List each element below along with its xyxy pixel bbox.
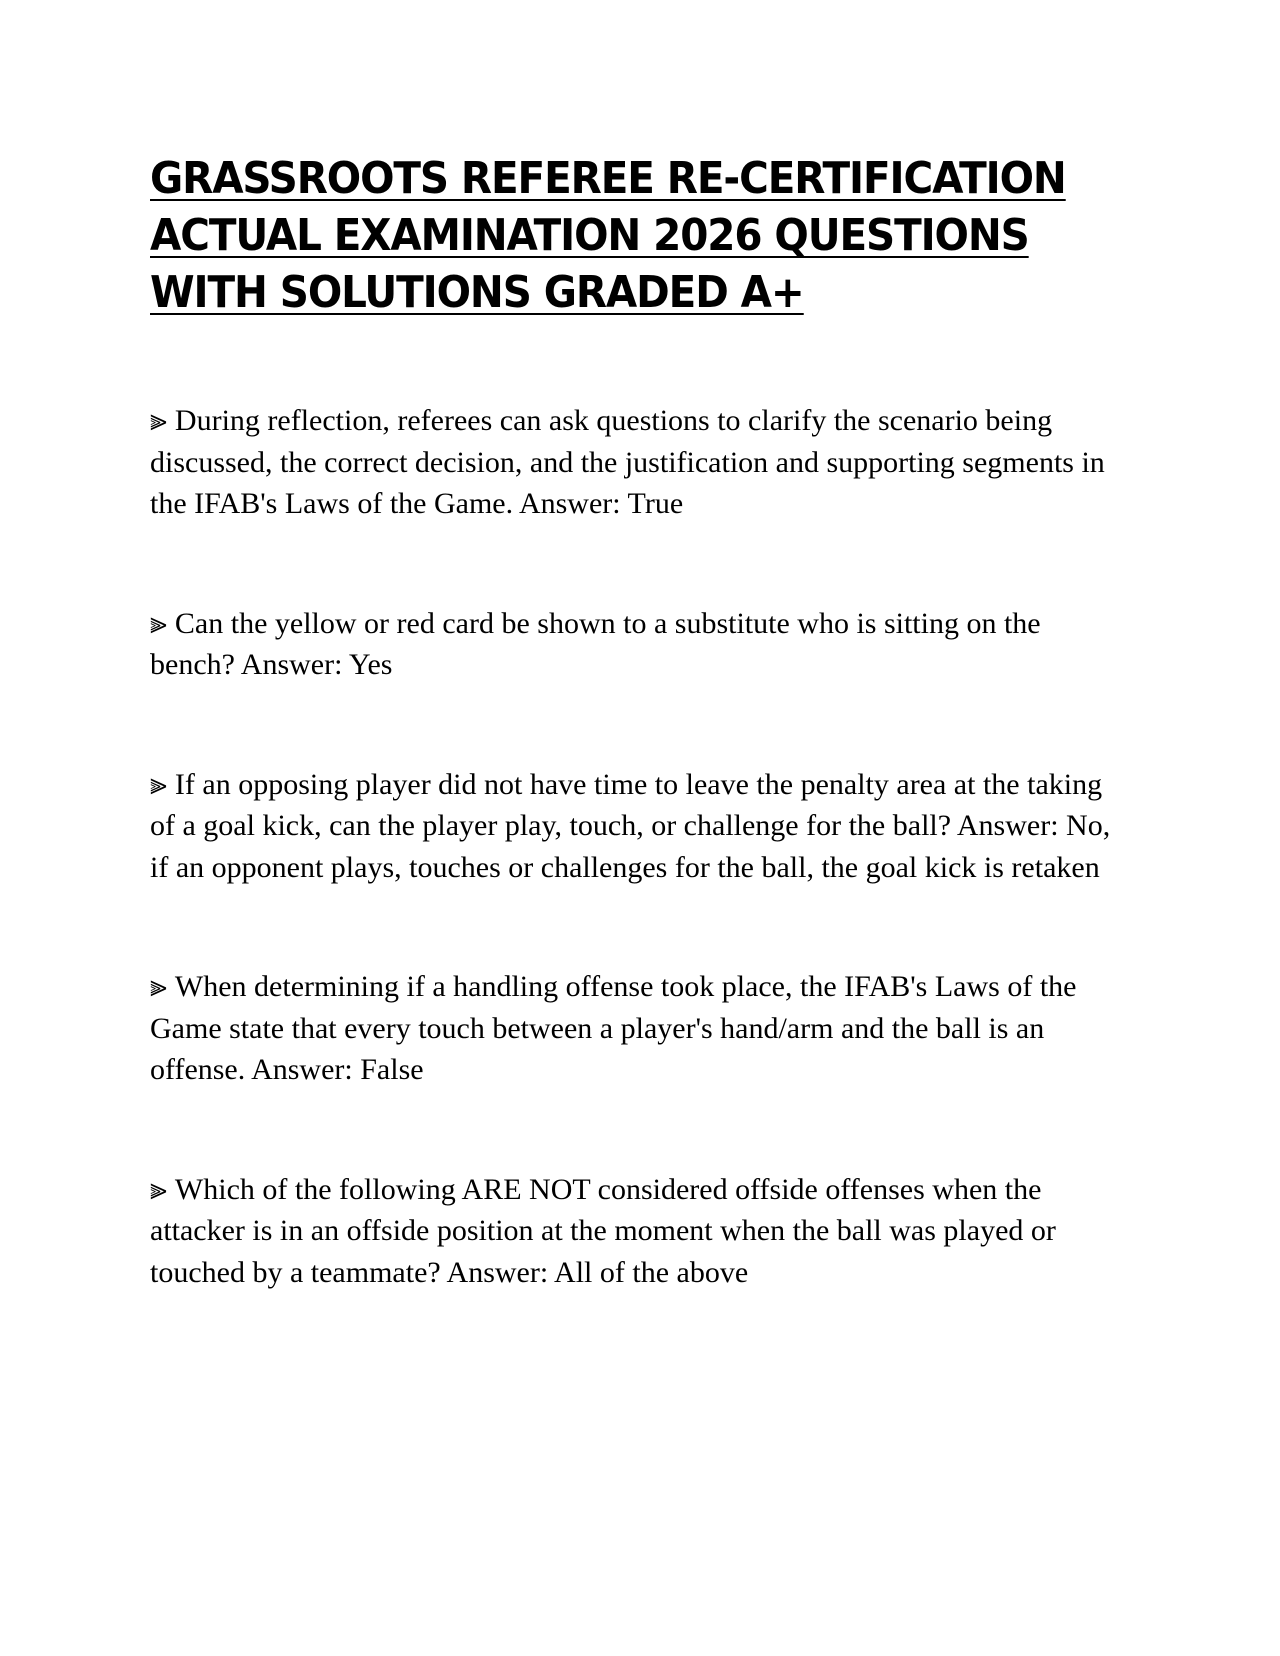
question-text: During reflection, referees can ask questions to clarify the scenario being discussed, the correct decision, and the justification and supporting segments in the IFAB's Laws of the Game. Answer: True xyxy=(150,404,1105,520)
arrow-bullet-icon: ⫸ xyxy=(150,767,167,801)
title-line-2: ACTUAL EXAMINATION 2026 QUESTIONS xyxy=(150,210,1029,261)
question-item xyxy=(150,966,1130,1091)
question-text: Can the yellow or red card be shown to a substitute who is sitting on the bench? Answer: Yes xyxy=(150,606,1041,681)
question-item xyxy=(150,603,1130,686)
arrow-bullet-icon: ⫸ xyxy=(150,404,167,437)
title-line-1: GRASSROOTS REFEREE RE-CERTIFICATION xyxy=(150,153,1066,204)
title-line-3: WITH SOLUTIONS GRADED A+ xyxy=(150,267,804,318)
arrow-bullet-icon: ⫸ xyxy=(150,1172,167,1206)
document-page xyxy=(150,150,1130,1289)
document-title xyxy=(150,150,1134,321)
question-text: When determining if a handling offense took place, the IFAB's Laws of the Game state that every touch between a player's hand/arm and the ball is an offense. Answer: False xyxy=(150,970,1077,1086)
question-item xyxy=(150,1169,1130,1294)
question-item xyxy=(150,400,1130,525)
question-list xyxy=(150,400,1130,1371)
question-text: If an opposing player did not have time to leave the penalty area at the taking of a goal kick, can the player play, touch, or challenge for the ball? Answer: No, if an opponent plays, touches or challenges for the ball, the goal kick is retaken xyxy=(150,767,1111,884)
question-item xyxy=(150,764,1130,889)
arrow-bullet-icon: ⫸ xyxy=(150,606,167,640)
question-text: Which of the following ARE NOT considered offside offenses when the attacker is in an offside position at the moment when the ball was played or touched by a teammate? Answer: All of the above xyxy=(150,1172,1056,1289)
arrow-bullet-icon: ⫸ xyxy=(150,970,167,1003)
